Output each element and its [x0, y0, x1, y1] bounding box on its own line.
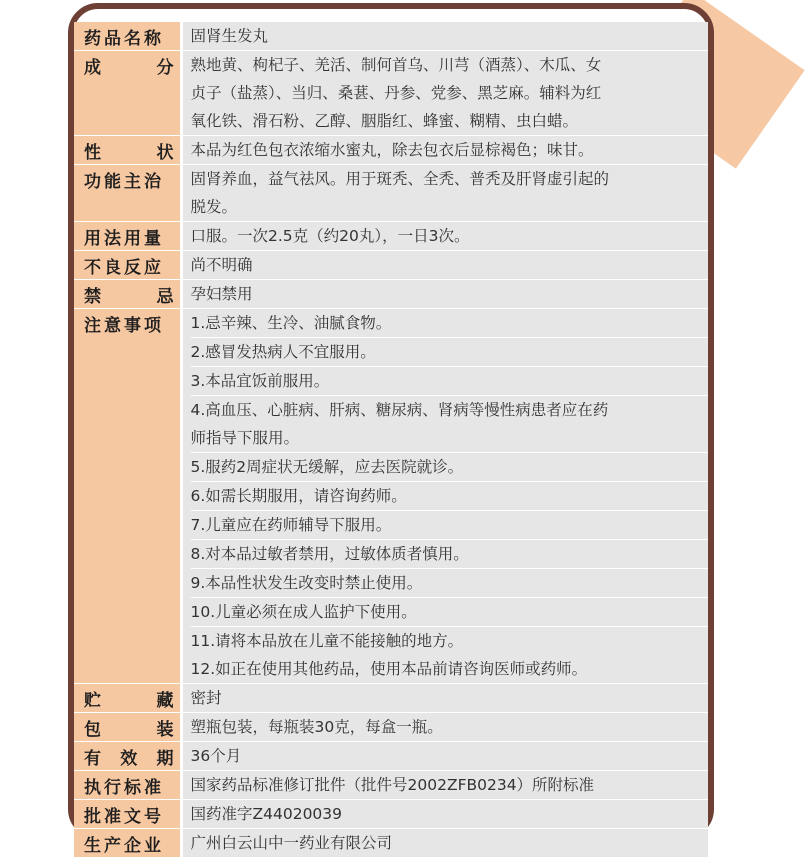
row-value: [181, 51, 708, 136]
value-line: 5.服药2周症状无缓解，应去医院就诊。: [191, 453, 709, 482]
value-line: 4.高血压、心脏病、肝病、糖尿病、肾病等慢性病患者应在药: [190, 401, 609, 419]
drug-info-table: [74, 22, 708, 858]
value-line: 密封: [190, 689, 222, 707]
row-label: [74, 742, 181, 771]
row-label: [74, 165, 181, 222]
info-row: [74, 829, 708, 858]
value-line: 8.对本品过敏者禁用，过敏体质者慎用。: [191, 540, 709, 569]
row-value: [181, 771, 708, 800]
value-line: 师指导下服用。: [191, 424, 709, 453]
row-label-text: 批准文号: [84, 806, 164, 827]
row-value: [181, 165, 708, 222]
row-value: [181, 800, 708, 829]
row-label-text: 执行标准: [84, 777, 164, 798]
value-line: 熟地黄、枸杞子、羌活、制何首乌、川芎（酒蒸）、木瓜、女: [190, 56, 602, 74]
info-row: [74, 742, 708, 771]
info-row: [74, 713, 708, 742]
info-row: [74, 771, 708, 800]
row-label: [74, 684, 181, 713]
drug-info-panel: [68, 3, 714, 856]
value-line: 脱发。: [190, 198, 238, 216]
row-value: [181, 309, 708, 684]
row-label: [74, 713, 181, 742]
value-line: 7.儿童应在药师辅导下服用。: [191, 511, 709, 540]
info-row: [74, 165, 708, 222]
info-row: [74, 22, 708, 51]
row-label: [74, 309, 181, 684]
value-line: 6.如需长期服用，请咨询药师。: [191, 482, 709, 511]
row-value: [181, 713, 708, 742]
value-line: 3.本品宜饭前服用。: [191, 367, 709, 396]
value-line: 塑瓶包装，每瓶装30克，每盒一瓶。: [190, 718, 443, 736]
info-row: [74, 309, 708, 684]
row-label: [74, 280, 181, 309]
value-line: 贞子（盐蒸）、当归、桑葚、丹参、党参、黑芝麻。辅料为红: [190, 84, 602, 102]
info-row: [74, 800, 708, 829]
value-line: 尚不明确: [190, 256, 253, 274]
row-label-text: 药品名称: [84, 28, 164, 49]
row-label-text: 用法用量: [84, 228, 164, 249]
row-label-text: 注意事项: [84, 315, 164, 336]
value-line: 广州白云山中一药业有限公司: [190, 834, 393, 852]
row-value: [181, 22, 708, 51]
row-value: [181, 136, 708, 165]
row-label-text: 贮 藏: [84, 690, 174, 711]
row-label-text: 不良反应: [84, 257, 164, 278]
row-label-text: 包 装: [84, 719, 174, 740]
row-value: [181, 684, 708, 713]
row-label: [74, 51, 181, 136]
value-line: 氧化铁、滑石粉、乙醇、胭脂红、蜂蜜、糊精、虫白蜡。: [190, 112, 579, 130]
value-line: 11.请将本品放在儿童不能接触的地方。: [190, 632, 464, 650]
value-line: 9.本品性状发生改变时禁止使用。: [191, 569, 709, 598]
value-line: 口服。一次2.5克（约20丸），一日3次。: [190, 227, 470, 245]
row-label-text: 功能主治: [84, 171, 164, 192]
value-line: 固肾生发丸: [190, 27, 269, 45]
value-line: 本品为红色包衣浓缩水蜜丸，除去包衣后显棕褐色；味甘。: [190, 141, 594, 159]
row-label-text: 性 状: [84, 142, 174, 163]
row-value: [181, 829, 708, 858]
info-row: [74, 51, 708, 136]
row-value: [181, 742, 708, 771]
row-label: [74, 136, 181, 165]
info-row: [74, 684, 708, 713]
value-line: 12.如正在使用其他药品，使用本品前请咨询医师或药师。: [190, 660, 588, 678]
info-row: [74, 136, 708, 165]
value-line: 36个月: [190, 747, 242, 765]
info-row: [74, 280, 708, 309]
row-label-text: 生产企业: [84, 835, 164, 856]
row-value: [181, 251, 708, 280]
info-row: [74, 251, 708, 280]
value-line: 10.儿童必须在成人监护下使用。: [191, 598, 709, 627]
row-value: [181, 222, 708, 251]
value-line: 国家药品标准修订批件（批件号2002ZFB0234）所附标准: [190, 776, 595, 794]
value-line: 固肾养血，益气祛风。用于斑秃、全秃、普秃及肝肾虚引起的: [190, 170, 610, 188]
row-label: [74, 22, 181, 51]
value-line: 国药准字Z44020039: [190, 805, 343, 823]
row-label: [74, 829, 181, 858]
row-value: [181, 280, 708, 309]
info-row: [74, 222, 708, 251]
row-label: [74, 251, 181, 280]
row-label: [74, 771, 181, 800]
row-label-text: 有 效 期: [84, 748, 174, 769]
row-label: [74, 800, 181, 829]
row-label: [74, 222, 181, 251]
value-line: 孕妇禁用: [190, 285, 253, 303]
value-line: 1.忌辛辣、生冷、油腻食物。: [191, 309, 709, 338]
row-label-text: 禁 忌: [84, 286, 174, 307]
row-label-text: 成 分: [84, 57, 174, 78]
value-line: 2.感冒发热病人不宜服用。: [191, 338, 709, 367]
